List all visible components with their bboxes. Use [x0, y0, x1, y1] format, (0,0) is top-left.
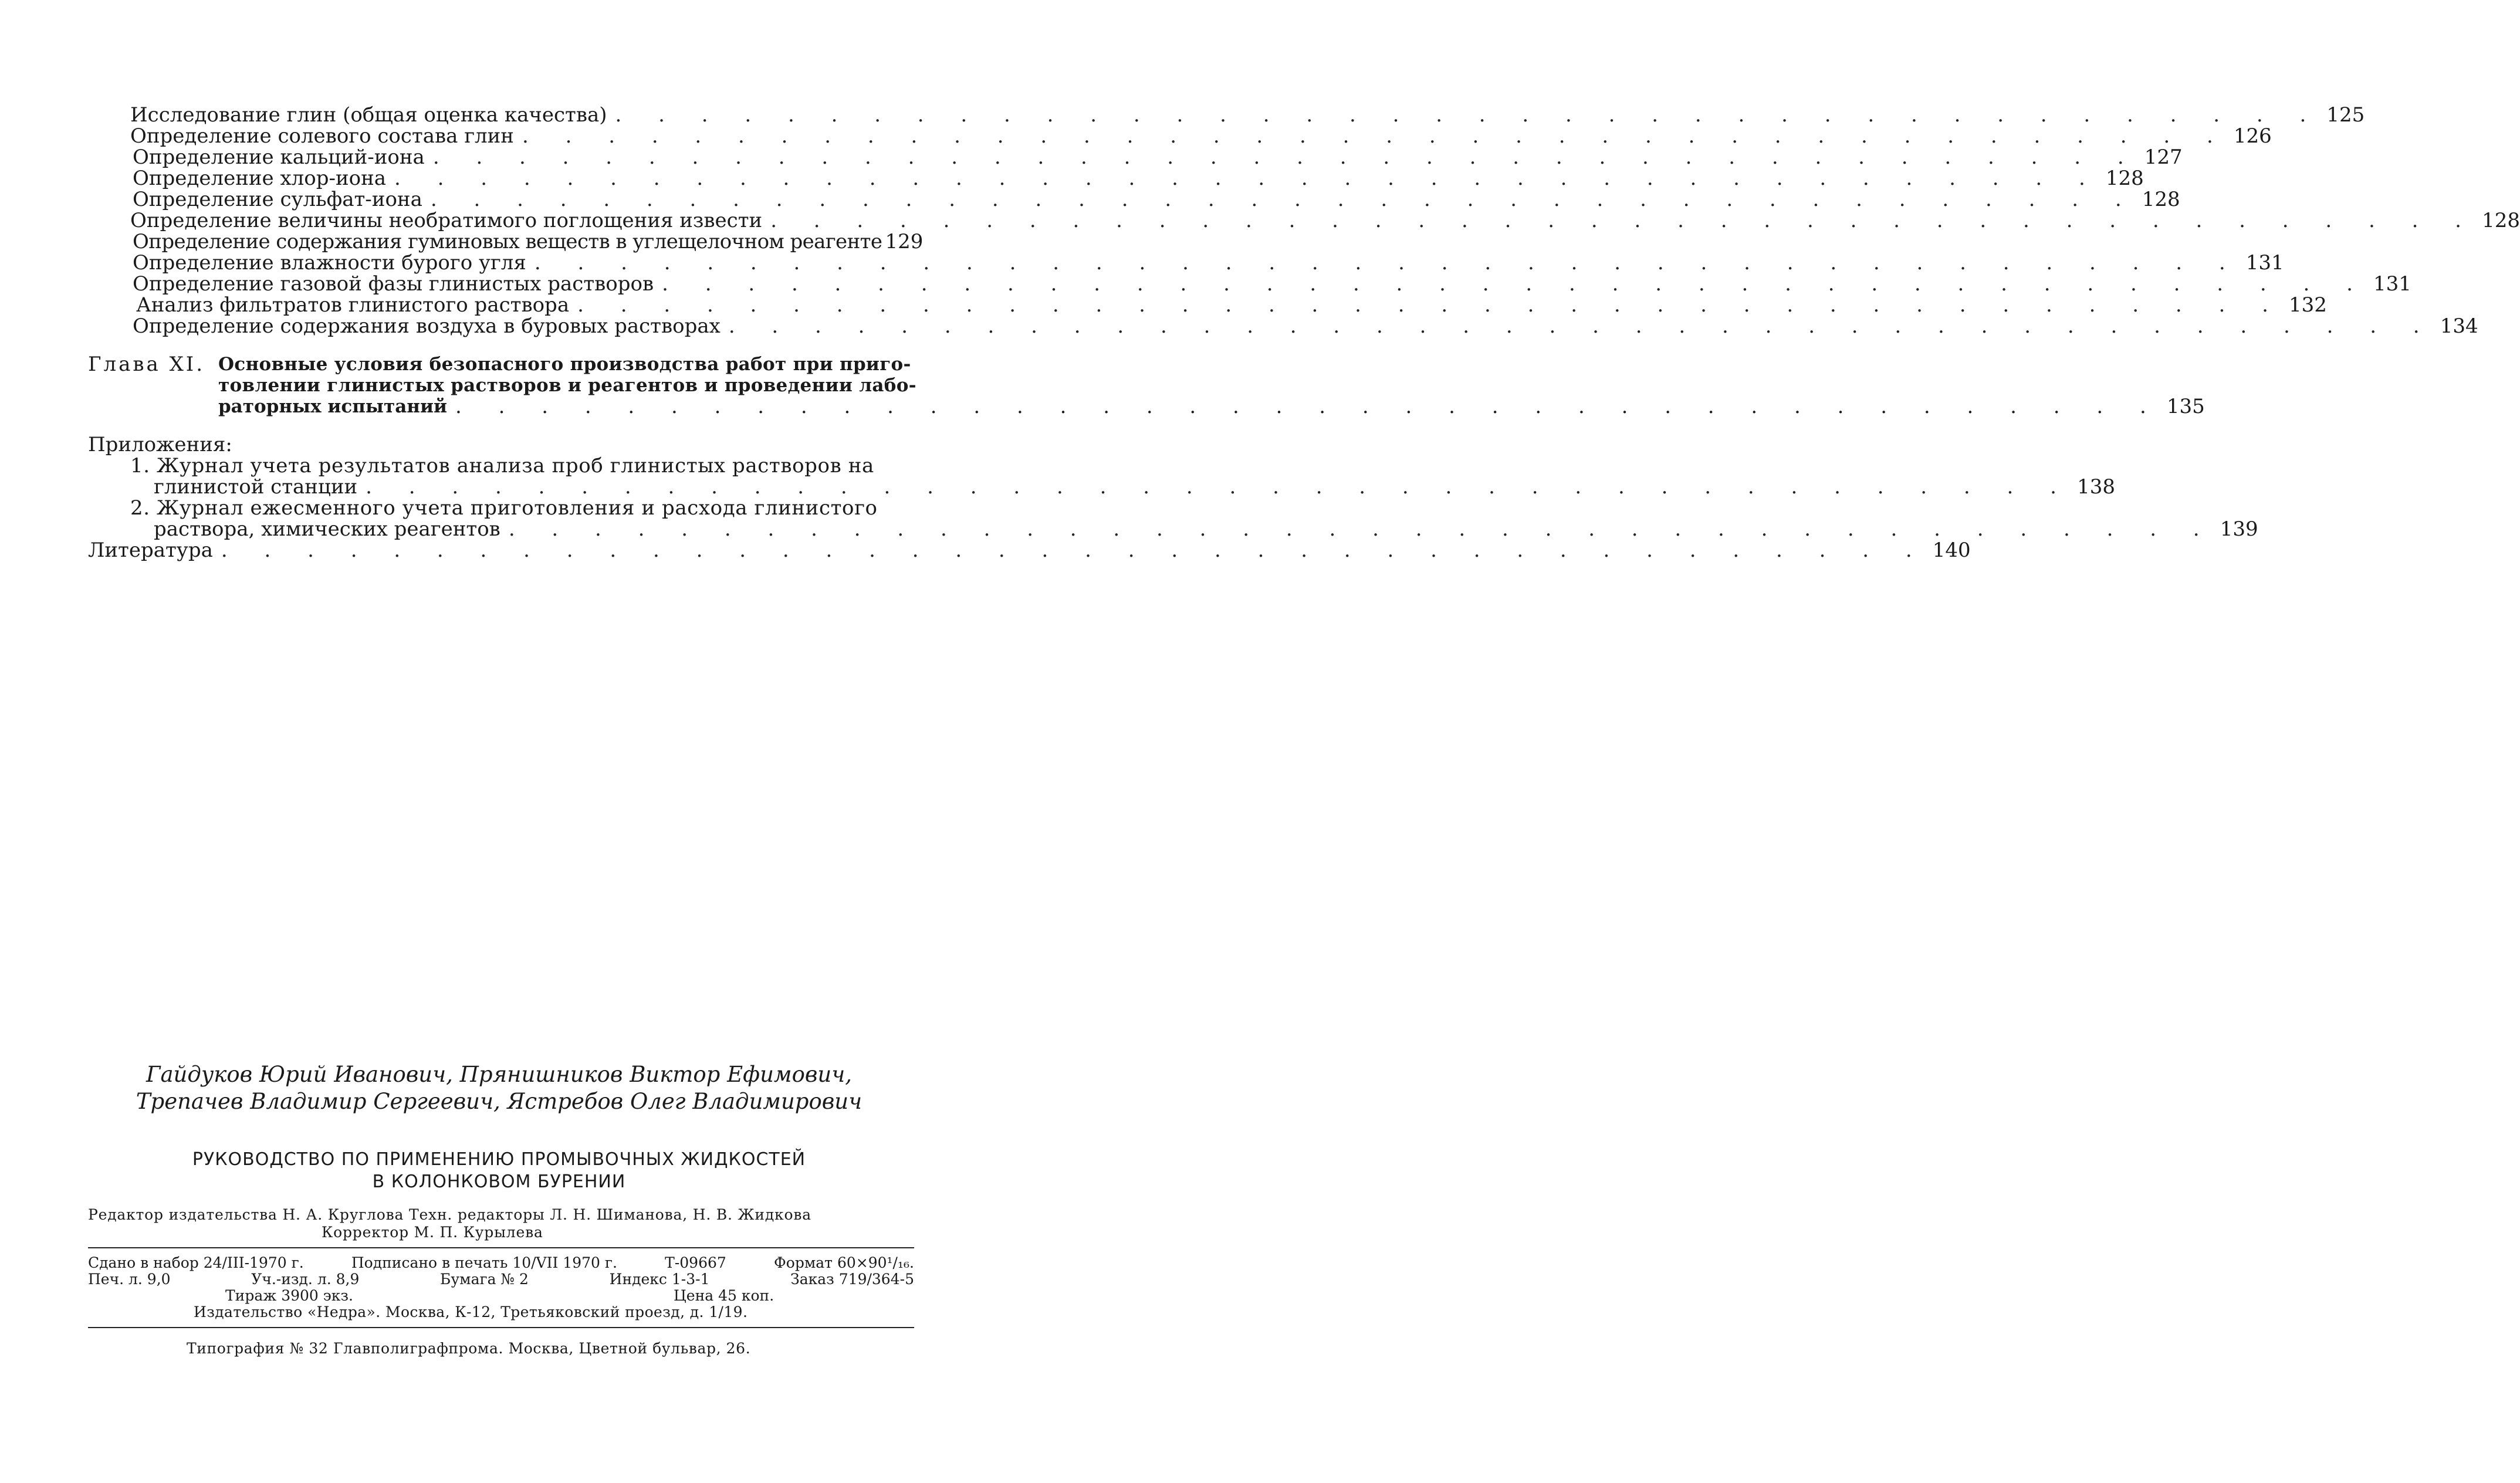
dot-leader: . . . . . . . . . . . . . . . . . . . . . . . . . . . . . . . . . . . . . . . .	[508, 517, 2215, 541]
chapter-label: Глава XI.	[88, 353, 205, 376]
dot-leader: . . . . . . . . . . . . . . . . . . . . . . . . . . . . . . . . . . . . . . . .	[221, 539, 1927, 562]
imprint-row	[88, 1254, 914, 1272]
authors-line: Трепачев Владимир Сергеевич, Ястребов Олег Владимирович	[136, 1089, 862, 1114]
editors-line: Редактор издательства Н. А. Круглова Техн. редакторы Л. Н. Шиманова, Н. В. Жидкова	[88, 1206, 811, 1223]
toc-entry	[130, 209, 2520, 232]
toc-entry-label: Определение величины необратимого поглощения извести	[130, 209, 763, 232]
toc-entry-label: Определение сульфат-иона	[133, 188, 422, 211]
imprint-edition-sheets: Уч.-изд. л. 8,9	[251, 1271, 360, 1288]
dot-leader: . . . . . . . . . . . . . . . . . . . . . . . . . . . . . . . . . . . . . . . .	[770, 209, 2477, 232]
toc-entry	[130, 124, 2272, 148]
appendix-item-end	[154, 517, 2258, 541]
toc-entry	[133, 272, 2411, 296]
toc-entry-page: 132	[2289, 293, 2327, 317]
imprint-code: Т-09667	[665, 1254, 726, 1271]
appendix-item-line: раствора, химических реагентов	[154, 517, 500, 541]
dot-leader: . . . . . . . . . . . . . . . . . . . . . . . . . . . . . . . . . . . . . . . .	[432, 145, 2139, 169]
toc-entry-label: Определение влажности бурого угля	[133, 251, 526, 275]
appendix-page: 138	[2077, 475, 2115, 499]
toc-entry-label: Анализ фильтратов глинистого раствора	[136, 293, 570, 317]
chapter-page: 135	[2166, 395, 2205, 418]
book-title-line: В КОЛОНКОВОМ БУРЕНИИ	[372, 1171, 626, 1192]
dot-leader: . . . . . . . . . . . . . . . . . . . . . . . . . . . . . . . . . . . . . . . .	[522, 124, 2228, 148]
toc-entry	[133, 167, 2144, 190]
toc-entry-page: 126	[2233, 124, 2272, 148]
toc-entry-page: 129	[885, 230, 924, 253]
dot-leader: . . . . . . . . . . . . . . . . . . . . . . . . . . . . . . . . . . . . . . . .	[728, 314, 2435, 338]
toc-entry-label: Определение солевого состава глин	[130, 124, 514, 148]
appendix-item-end	[154, 475, 2115, 499]
divider	[88, 1247, 914, 1248]
toc-entry	[133, 145, 2183, 169]
chapter-title-line: Основные условия безопасного производства работ при приго-	[218, 354, 911, 375]
literature-page: 140	[1932, 539, 1971, 562]
divider	[88, 1327, 914, 1328]
appendix-page: 139	[2220, 517, 2258, 541]
imprint-print-sheets: Печ. л. 9,0	[88, 1271, 171, 1288]
imprint-circulation: Тираж 3900 экз.	[225, 1287, 353, 1304]
toc-entry-page: 131	[2373, 272, 2411, 296]
toc-entry-label: Определение кальций-иона	[133, 145, 425, 169]
toc-entry-page: 128	[2142, 188, 2180, 211]
toc-entry	[136, 293, 2327, 317]
toc-entry-page: 134	[2440, 314, 2478, 338]
authors-line: Гайдуков Юрий Иванович, Прянишников Виктор Ефимович,	[146, 1062, 853, 1087]
imprint-signed: Подписано в печать 10/VII 1970 г.	[351, 1254, 617, 1271]
dot-leader: . . . . . . . . . . . . . . . . . . . . . . . . . . . . . . . . . . . . . . . .	[394, 167, 2100, 190]
imprint-price: Цена 45 коп.	[674, 1287, 774, 1304]
dot-leader: . . . . . . . . . . . . . . . . . . . . . . . . . . . . . . . . . . . . . . . .	[534, 251, 2241, 275]
toc-entry-label: Определение содержания гуминовых веществ в углещелочном реагенте	[133, 230, 882, 253]
book-title-line: РУКОВОДСТВО ПО ПРИМЕНЕНИЮ ПРОМЫВОЧНЫХ ЖИДКОСТЕЙ	[192, 1149, 806, 1170]
toc-entry-page: 128	[2482, 209, 2520, 232]
toc-entry	[133, 230, 924, 253]
toc-entry-label: Определение хлор-иона	[133, 167, 387, 190]
appendix-item-line: 1. Журнал учета результатов анализа проб глинистых растворов на	[130, 454, 874, 478]
appendix-item-line: глинистой станции	[154, 475, 358, 499]
chapter-title-last-line	[218, 395, 2205, 418]
toc-entry-page: 128	[2105, 167, 2144, 190]
imprint-order: Заказ 719/364-5	[790, 1271, 914, 1288]
toc-entry	[133, 314, 2478, 338]
imprint-paper: Бумага № 2	[440, 1271, 529, 1288]
imprint-printer: Типография № 32 Главполиграфпрома. Москва, Цветной бульвар, 26.	[187, 1340, 751, 1357]
toc-entry	[130, 103, 2365, 127]
dot-leader: . . . . . . . . . . . . . . . . . . . . . . . . . . . . . . . . . . . . . . . .	[366, 475, 2072, 499]
toc-entry-label: Определение газовой фазы глинистых растворов	[133, 272, 654, 296]
toc-entry	[133, 251, 2284, 275]
chapter-title-line: раторных испытаний	[218, 396, 447, 417]
toc-entry-label: Исследование глин (общая оценка качества)	[130, 103, 607, 127]
imprint-index: Индекс 1-3-1	[609, 1271, 710, 1288]
dot-leader: . . . . . . . . . . . . . . . . . . . . . . . . . . . . . . . . . . . . . . . .	[662, 272, 2368, 296]
dot-leader: . . . . . . . . . . . . . . . . . . . . . . . . . . . . . . . . . . . . . . . .	[455, 395, 2162, 418]
appendix-heading: Приложения:	[88, 433, 232, 456]
literature-label: Литература	[88, 539, 213, 562]
imprint-row	[88, 1271, 914, 1288]
dot-leader: . . . . . . . . . . . . . . . . . . . . . . . . . . . . . . . . . . . . . . . .	[430, 188, 2137, 211]
toc-entry-page: 127	[2144, 145, 2183, 169]
dot-leader: . . . . . . . . . . . . . . . . . . . . . . . . . . . . . . . . . . . . . . . .	[615, 103, 2322, 127]
toc-entry	[133, 188, 2180, 211]
imprint-format: Формат 60×90¹/₁₆.	[774, 1254, 914, 1271]
toc-entry-page: 131	[2245, 251, 2284, 275]
corrector-line: Корректор М. П. Курылева	[322, 1224, 543, 1241]
toc-entry-page: 125	[2326, 103, 2365, 127]
toc-entry-label: Определение содержания воздуха в буровых растворах	[133, 314, 721, 338]
dot-leader: . . . . . . . . . . . . . . . . . . . . . . . . . . . . . . . . . . . . . . . .	[577, 293, 2284, 317]
literature-entry	[88, 539, 1971, 562]
appendix-item-line: 2. Журнал ежесменного учета приготовления и расхода глинистого	[130, 496, 878, 520]
chapter-title-line: товлении глинистых растворов и реагентов и проведении лабо-	[218, 375, 916, 396]
imprint-publisher: Издательство «Недра». Москва, К-12, Третьяковский проезд, д. 1/19.	[194, 1303, 748, 1321]
imprint-sent: Сдано в набор 24/III-1970 г.	[88, 1254, 304, 1271]
